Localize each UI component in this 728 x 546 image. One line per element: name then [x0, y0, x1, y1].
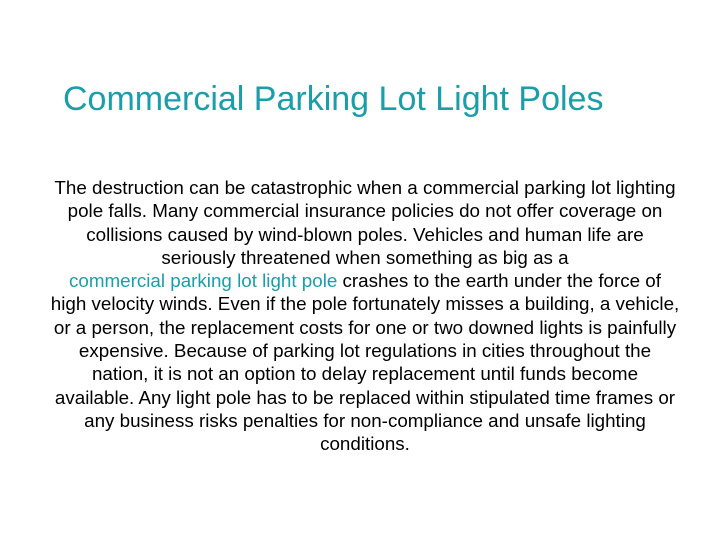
body-text-part-1: The destruction can be catastrophic when a commercial parking lot lighting pole falls. Many commercial insurance policies do not offer coverage on collisions caused by wind-blown poles. Vehicles and human life are seriously threatened when something as big as a: [54, 177, 676, 268]
body-text-part-2: crashes to the earth under the force of high velocity winds. Even if the pole fortunately misses a building, a vehicle, or a person, the replacement costs for one or two downed lights is painfully expensive. Because of parking lot regulations in cities throughout the nation, it is not an option to delay replacement until funds become available. Any light pole has to be replaced within stipulated time frames or any business risks penalties for non-compliance and unsafe lighting conditions.: [50, 270, 680, 455]
body-paragraph: [50, 176, 680, 456]
slide-title-container: [63, 74, 668, 124]
parking-lot-light-pole-link[interactable]: commercial parking lot light pole: [69, 270, 338, 292]
slide-title: Commercial Parking Lot Light Poles: [63, 80, 604, 118]
